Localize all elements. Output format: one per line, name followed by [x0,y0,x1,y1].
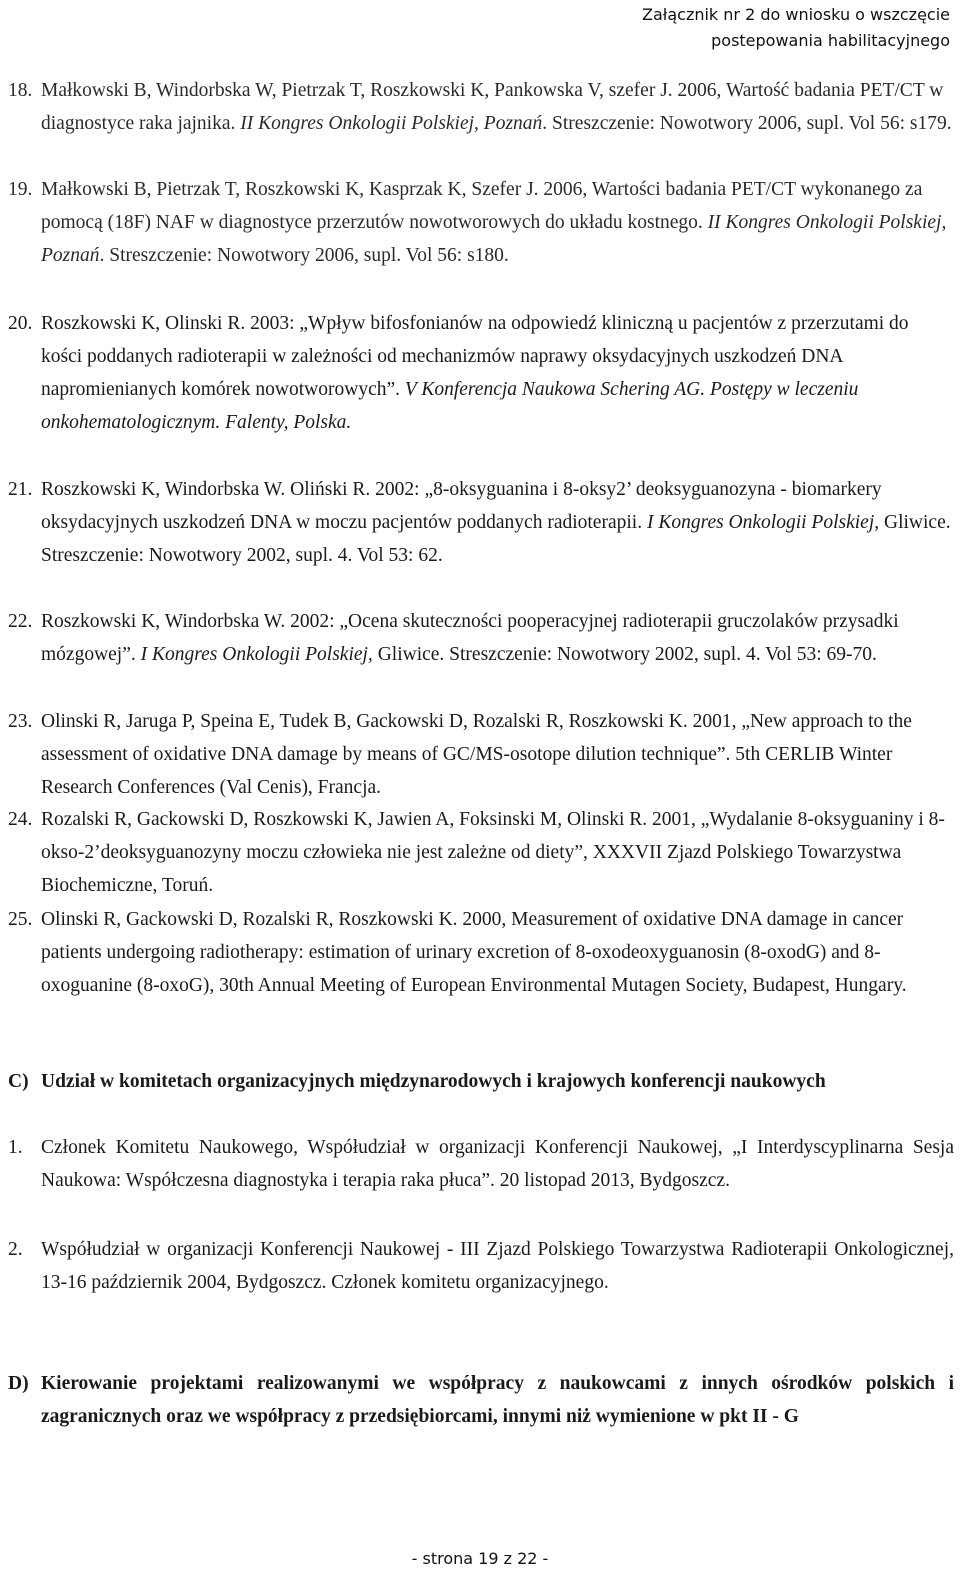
reference-item [8,473,954,572]
list-item-text: Współudział w organizacji Konferencji Naukowej - III Zjazd Polskiego Towarzystwa Radioterapii Onkologicznej, 13-16 październik 2004, Bydgoszcz. Członek komitetu organizacyjnego. [41,1239,954,1293]
reference-text: Olinski R, Gackowski D, Rozalski R, Roszkowski K. 2000, Measurement of oxidative DNA damage in cancer patients undergoing radiotherapy: estimation of urinary excretion of 8-oxodeoxyguanosin (8-oxodG) and 8-oxoguanine (8-oxoG), 30th Annual Meeting of European Environmental Mutagen Society, Budapest, Hungary. [41,909,907,996]
reference-text: Roszkowski K, Olinski R. 2003: „Wpływ bifosfonianów na odpowiedź kliniczną u pacjentów z przerzutami do kości poddanych radioterapii w zależności od mechanizmów naprawy oksydacyjnych uszkodzeń DNA napromienianych komórek nowotworowych”. V Konferencja Naukowa Schering AG. Postępy w leczeniu onkohematologicznym. Falenty, Polska. [41,313,909,433]
reference-text: Małkowski B, Windorbska W, Pietrzak T, Roszkowski K, Pankowska V, szefer J. 2006, Wartość badania PET/CT w diagnostyce raka jajnika. II Kongres Onkologii Polskiej, Poznań. Streszczenie: Nowotwory 2006, supl. Vol 56: s179. [41,80,952,134]
section-title: Kierowanie projektami realizowanymi we współpracy z naukowcami z innych ośrodków polskich i zagranicznych oraz we współpracy z przedsiębiorcami, innymi niż wymienione w pkt II - G [41,1373,954,1427]
reference-number: 23. [8,711,33,732]
list-item-number: 1. [8,1137,23,1158]
list-item [8,1131,954,1197]
reference-number: 22. [8,611,33,632]
reference-item [8,605,954,671]
list-item-number: 2. [8,1239,23,1260]
reference-number: 18. [8,80,33,101]
list-item [8,1233,954,1299]
section-d-heading [8,1367,954,1433]
reference-number: 25. [8,909,33,930]
reference-number: 21. [8,479,33,500]
section-title: Udział w komitetach organizacyjnych międzynarodowych i krajowych konferencji naukowych [41,1071,826,1092]
header-line-2: postepowania habilitacyjnego [711,31,950,50]
reference-item [8,705,954,804]
document-header [642,2,950,54]
reference-text: Roszkowski K, Windorbska W. Oliński R. 2002: „8-oksyguanina i 8-oksy2’ deoksyguanozyna - biomarkery oksydacyjnych uszkodzeń DNA w moczu pacjentów poddanych radioterapii. I Kongres Onkologii Polskiej, Gliwice. Streszczenie: Nowotwory 2002, supl. 4. Vol 53: 62. [41,479,951,566]
page-number: - strona 19 z 22 - [411,1549,549,1568]
reference-item [8,803,954,902]
reference-number: 20. [8,313,33,334]
reference-item [8,903,954,1002]
list-item-text: Członek Komitetu Naukowego, Współudział w organizacji Konferencji Naukowej, „I Interdyscyplinarna Sesja Naukowa: Współczesna diagnostyka i terapia raka płuca”. 20 listopad 2013, Bydgoszcz. [41,1137,954,1191]
section-label: C) [8,1071,29,1092]
reference-item [8,173,954,272]
section-c-heading [8,1065,954,1098]
reference-number: 24. [8,809,33,830]
reference-text: Małkowski B, Pietrzak T, Roszkowski K, Kasprzak K, Szefer J. 2006, Wartości badania PET/CT wykonanego za pomocą (18F) NAF w diagnostyce przerzutów nowotworowych do układu kostnego. II Kongres Onkologii Polskiej, Poznań. Streszczenie: Nowotwory 2006, supl. Vol 56: s180. [41,179,947,266]
section-label: D) [8,1373,29,1394]
reference-item [8,74,954,140]
reference-text: Roszkowski K, Windorbska W. 2002: „Ocena skuteczności pooperacyjnej radioterapii gruczolaków przysadki mózgowej”. I Kongres Onkologii Polskiej, Gliwice. Streszczenie: Nowotwory 2002, supl. 4. Vol 53: 69-70. [41,611,899,665]
reference-item [8,307,954,439]
reference-number: 19. [8,179,33,200]
header-line-1: Załącznik nr 2 do wniosku o wszczęcie [642,5,950,24]
reference-text: Rozalski R, Gackowski D, Roszkowski K, Jawien A, Foksinski M, Olinski R. 2001, „Wydalanie 8-oksyguaniny i 8-okso-2’deoksyguanozyny moczu człowieka nie jest zależne od diety”, XXXVII Zjazd Polskiego Towarzystwa Biochemiczne, Toruń. [41,809,945,896]
reference-text: Olinski R, Jaruga P, Speina E, Tudek B, Gackowski D, Rozalski R, Roszkowski K. 2001, „New approach to the assessment of oxidative DNA damage by means of GC/MS-osotope dilution technique”. 5th CERLIB Winter Research Conferences (Val Cenis), Francja. [41,711,912,798]
